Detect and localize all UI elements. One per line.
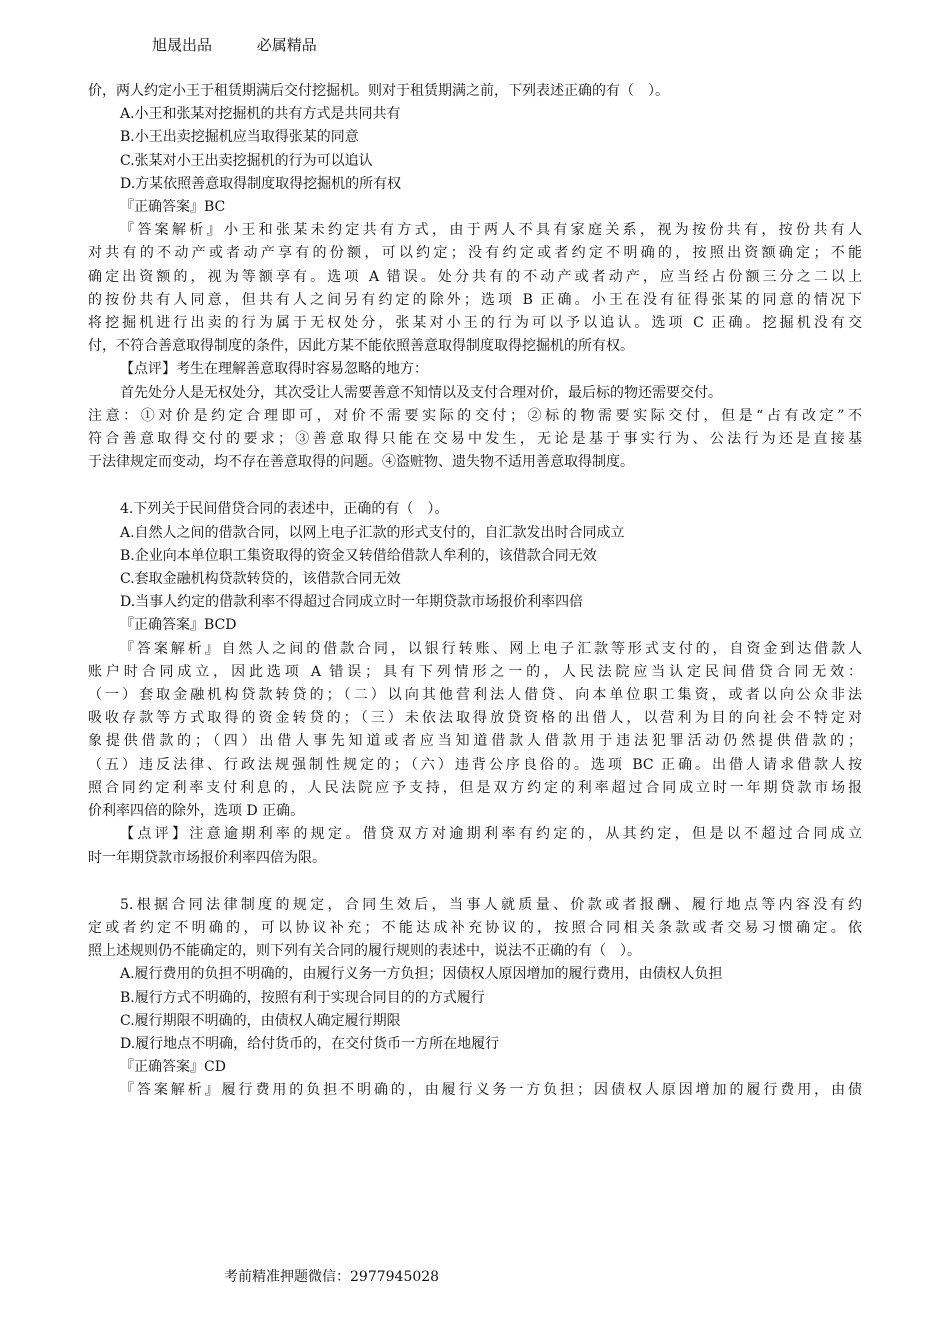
review-line: 首先处分人是无权处分，其次受让人需要善意不知情以及支付合理对价，最后标的物还需要交付。 [120, 384, 722, 401]
option-a: A.自然人之间的借款合同，以网上电子汇款的形式支付的，自汇款发出时合同成立 [120, 524, 625, 541]
answer-analysis [88, 638, 862, 824]
header-slogan: 必属精品 [256, 36, 317, 54]
question-stem: 4.下列关于民间借贷合同的表述中，正确的有（ ）。 [120, 501, 449, 518]
correct-answer: 『正确答案』BC [120, 199, 226, 216]
stem-line: 照上述规则仍不能确定的，则下列有关合同的履行规则的表述中，说法不正确的有（ ）。 [88, 943, 641, 960]
analysis-line: 『答案解析』小王和张某未约定共有方式，由于两人不具有家庭关系，视为按份共有，按份共有人 [120, 222, 862, 239]
correct-answer: 『正确答案』CD [120, 1059, 226, 1076]
question-5 [88, 894, 862, 1103]
analysis-line: 将挖掘机进行出卖的行为属于无权处分，张某对小王的行为可以予以追认。选项 C 正确。挖掘机没有交 [88, 315, 862, 332]
review-line: 时一年期贷款市场报价利率四倍为限。 [88, 849, 326, 866]
option-a: A.小王和张某对挖掘机的共有方式是共同共有 [120, 106, 401, 123]
review-line: 于法律规定而变动，均不存在善意取得的问题。④盗赃物、遗失物不适用善意取得制度。 [88, 454, 634, 471]
review-line: 【点评】注意逾期利率的规定。借贷双方对逾期利率有约定的，从其约定，但是以不超过合同成立 [120, 826, 862, 843]
document-body [88, 80, 862, 1103]
header-brand: 旭晟出品 [152, 36, 213, 54]
analysis-line: 吸收存款等方式取得的资金转贷的；（三）未依法取得放贷资格的出借人，以营利为目的向社会不特定对 [88, 710, 862, 727]
option-c: C.履行期限不明确的，由债权人确定履行期限 [120, 1012, 401, 1029]
stem-line: 5.根据合同法律制度的规定，合同生效后，当事人就质量、价款或者报酬、履行地点等内容没有约 [120, 896, 862, 913]
page-header [152, 34, 357, 55]
analysis-line: 象提供借款的；（四）出借人事先知道或者应当知道借款人借款用于违法犯罪活动仍然提供借款的； [88, 733, 862, 750]
review-line: 符合善意取得交付的要求；③善意取得只能在交易中发生，无论是基于事实行为、公法行为还是直接基 [88, 431, 862, 448]
review-line: 注意：①对价是约定合理即可，对价不需要实际的交付；②标的物需要实际交付，但是“占有改定”不 [88, 407, 862, 424]
option-b: B.企业向本单位职工集资取得的资金又转借给借款人牟利的，该借款合同无效 [120, 547, 597, 564]
question-stem [88, 894, 862, 964]
analysis-line: （一）套取金融机构贷款转贷的；（二）以向其他营利法人借贷、向本单位职工集资，或者以向公众非法 [88, 687, 862, 704]
analysis-line: 照合同约定利率支付利息的，人民法院应予支持，但是双方约定的利率超过合同成立时一年期贷款市场报 [88, 779, 862, 796]
spacer [88, 474, 862, 498]
analysis-line: 对共有的不动产或者动产享有的份额，可以约定；没有约定或者约定不明确的，按照出资额确定；不能 [88, 245, 862, 262]
option-b: B.履行方式不明确的，按照有利于实现合同目的的方式履行 [120, 989, 485, 1006]
correct-answer: 『正确答案』BCD [120, 617, 237, 634]
question-3 [88, 80, 862, 474]
option-a: A.履行费用的负担不明确的，由履行义务一方负担；因债权人原因增加的履行费用，由债权人负担 [120, 966, 723, 983]
analysis-line: 价利率四倍的除外，选项 D 正确。 [88, 803, 305, 820]
review-title: 【点评】考生在理解善意取得时容易忽略的地方： [120, 361, 428, 378]
stem-line: 定或者约定不明确的，可以协议补充；不能达成补充协议的，按照合同相关条款或者交易习惯确定。依 [88, 919, 862, 936]
analysis-line: 『答案解析』自然人之间的借款合同，以银行转账、网上电子汇款等形式支付的，自资金到达借款人 [120, 640, 862, 657]
option-d: D.当事人约定的借款利率不得超过合同成立时一年期贷款市场报价利率四倍 [120, 594, 584, 611]
analysis-line: 确定出资额的，视为等额享有。选项 A 错误。处分共有的不动产或者动产，应当经占份额三分之二以上 [88, 268, 862, 285]
analysis-line: 的按份共有人同意，但共有人之间另有约定的除外；选项 B 正确。小王在没有征得张某的同意的情况下 [88, 291, 862, 308]
option-c: C.张某对小王出卖挖掘机的行为可以追认 [120, 152, 373, 169]
review-body [88, 382, 862, 475]
page-footer: 考前精准押题微信：2977945028 [224, 1269, 440, 1285]
analysis-line: 账户时合同成立，因此选项 A 错误；具有下列情形之一的，人民法院应当认定民间借贷合同无效： [88, 663, 862, 680]
question-stem: 价，两人约定小王于租赁期满后交付挖掘机。则对于租赁期满之前，下列表述正确的有（ ）。 [88, 83, 669, 99]
option-d: D.履行地点不明确，给付货币的，在交付货币一方所在地履行 [120, 1035, 500, 1052]
answer-analysis [88, 219, 862, 358]
option-d: D.方某依照善意取得制度取得挖掘机的所有权 [120, 175, 402, 192]
analysis-line: 『答案解析』履行费用的负担不明确的，由履行义务一方负担；因债权人原因增加的履行费用，由债 [120, 1082, 862, 1099]
option-b: B.小王出卖挖掘机应当取得张某的同意 [120, 129, 359, 146]
question-4 [88, 498, 862, 869]
spacer [88, 870, 862, 894]
analysis-line: 付，不符合善意取得制度的条件，因此方某不能依照善意取得制度取得挖掘机的所有权。 [88, 338, 634, 355]
analysis-line: （五）违反法律、行政法规强制性规定的；（六）违背公序良俗的。选项 BC 正确。出借人请求借款人按 [88, 756, 862, 773]
option-c: C.套取金融机构贷款转贷的，该借款合同无效 [120, 571, 401, 588]
review-body [88, 823, 862, 869]
